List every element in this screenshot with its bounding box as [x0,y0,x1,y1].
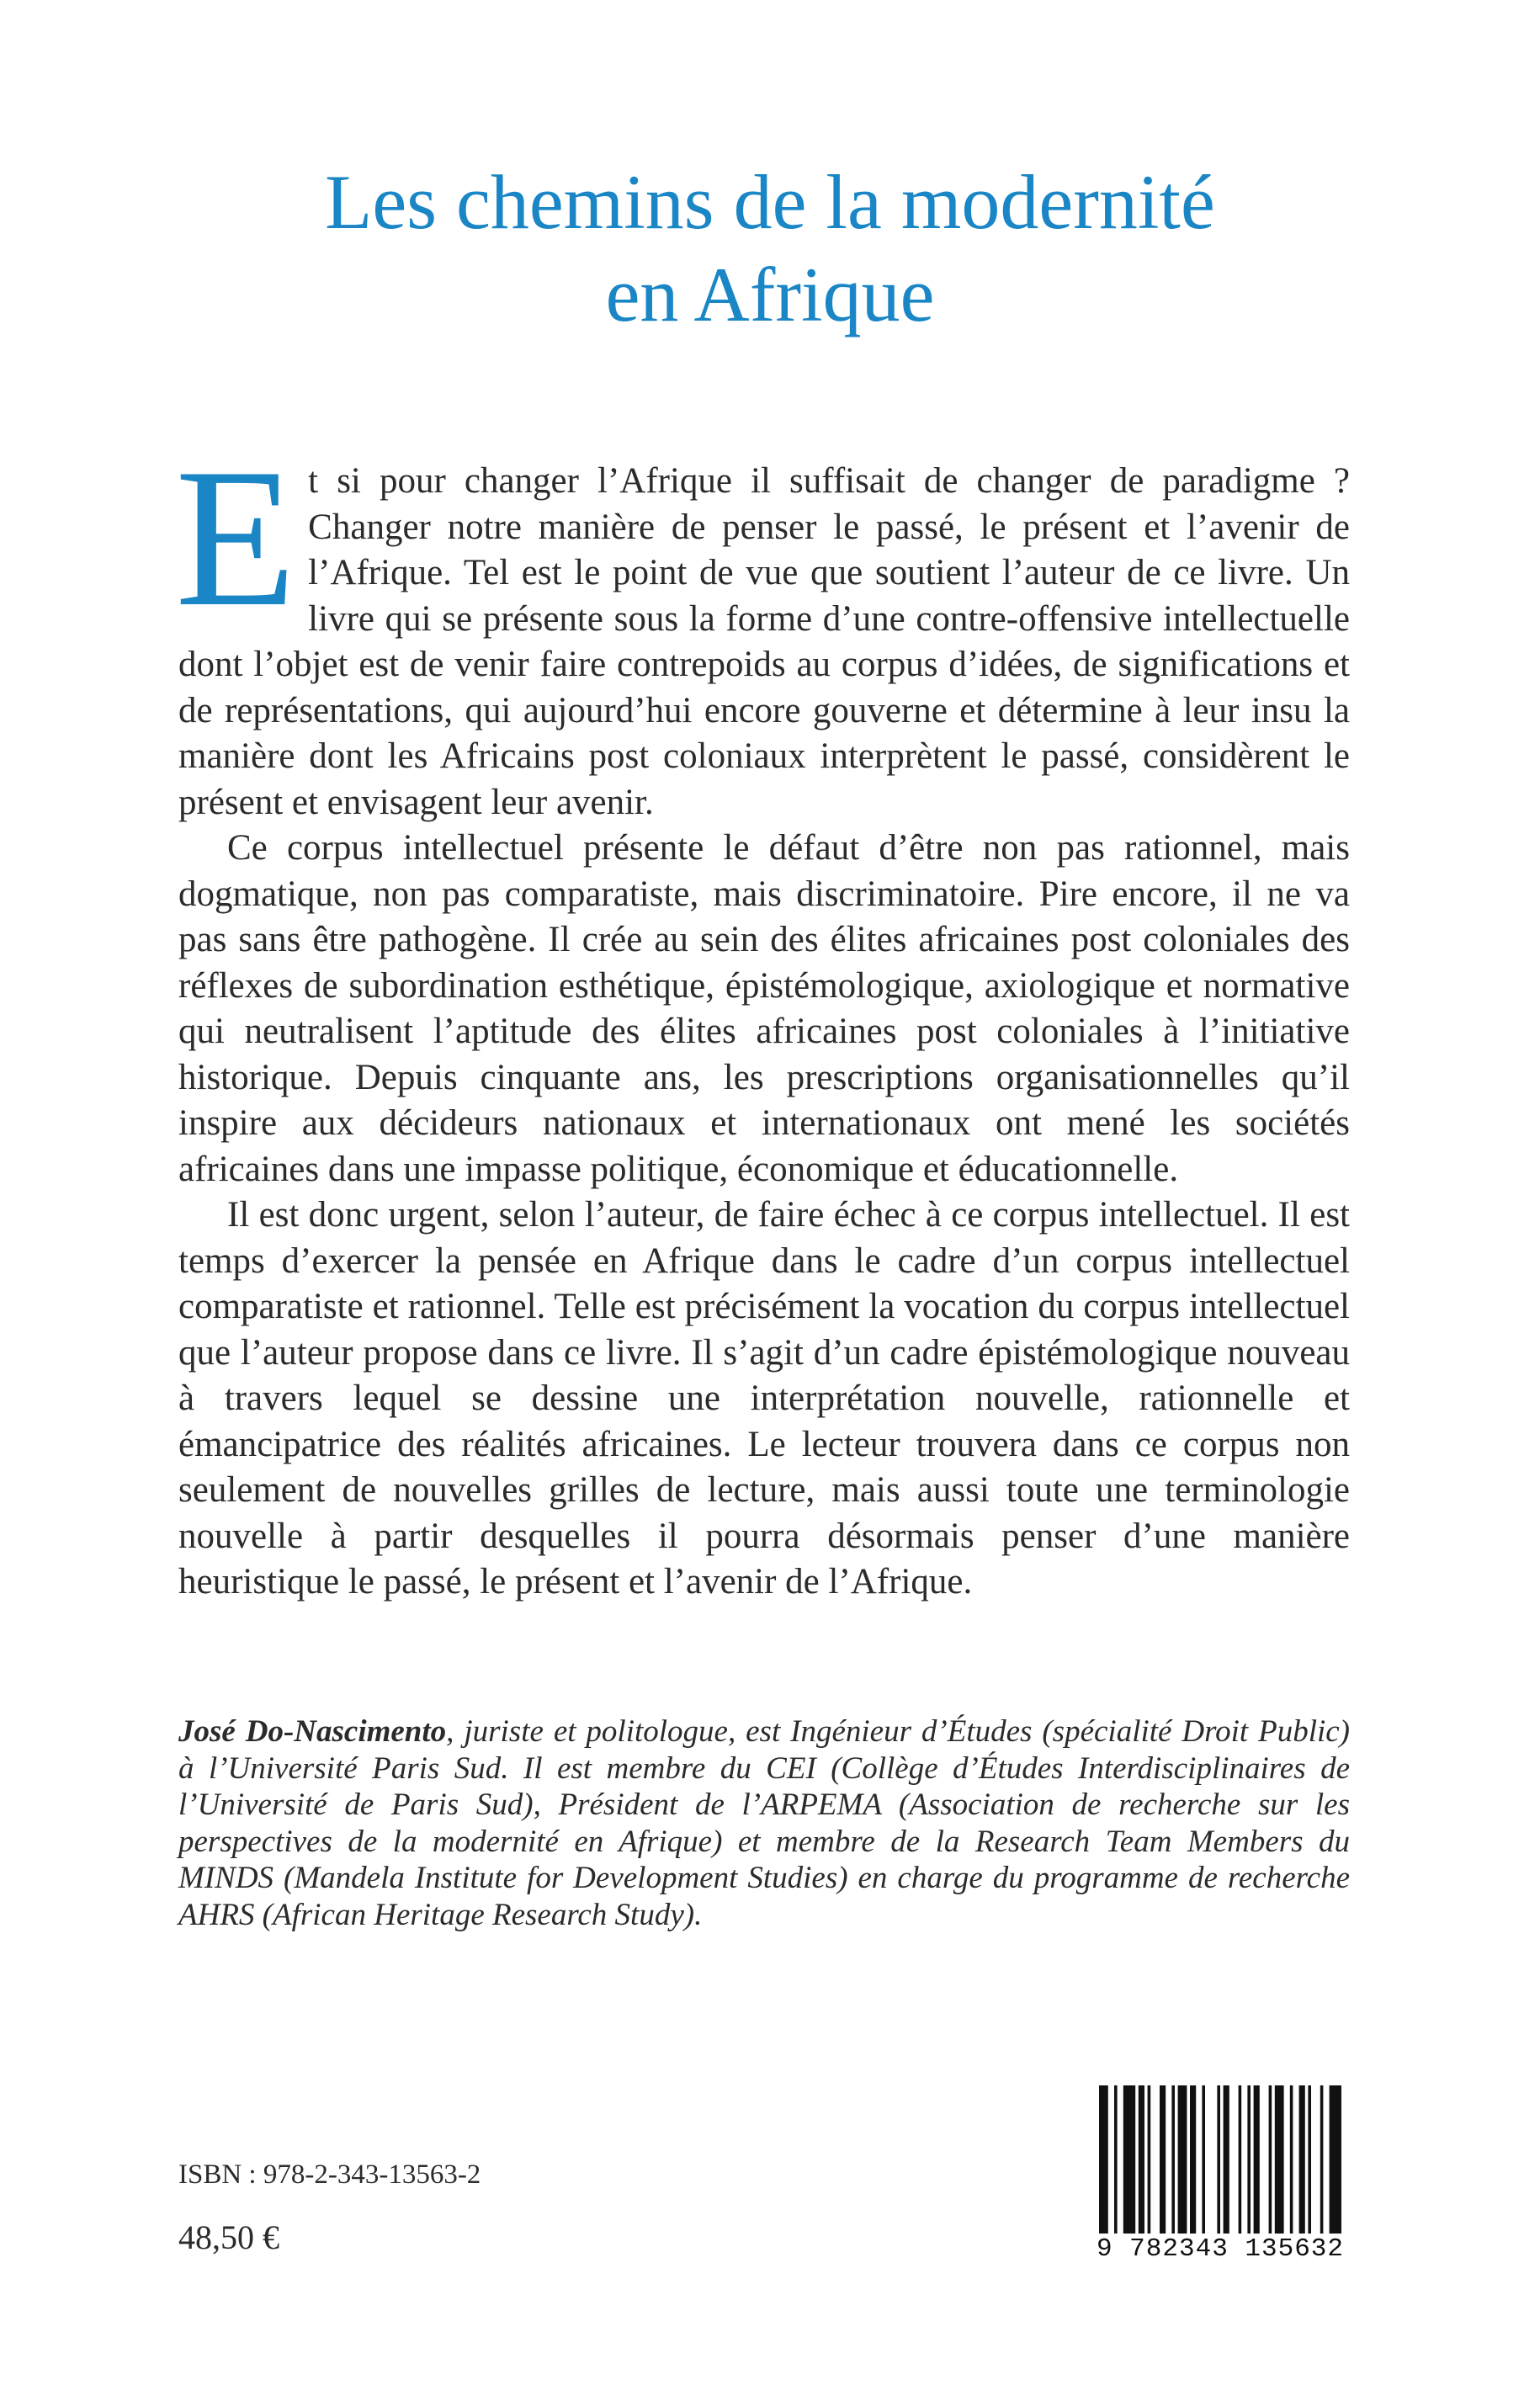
barcode-bar [1290,2085,1293,2234]
barcode-bar [1275,2085,1284,2234]
isbn-barcode [1091,2085,1350,2269]
barcode-bar [1217,2085,1220,2234]
author-bio [178,1713,1350,1933]
barcode-bar [1247,2085,1251,2234]
author-bio-text: , juriste et politologue, est Ingénieur d’Études (spécialité Droit Public) à l’Université Paris Sud. Il est membre du CEI (Collège d’Études Interdisciplinaires de l’Université de Paris Sud), Président de l’ARPEMA (Association de recherche sur les perspectives de la modernité en Afrique) et membre de la Research Team Members du MINDS (Mandela Institute for Development Studies) en charge du programme de recherche AHRS (African Heritage Research Study). [178,1714,1351,1932]
blurb-paragraph-1 [175,428,1350,826]
barcode-bar [1148,2085,1151,2234]
barcode-bar [1171,2085,1175,2234]
barcode-bar [1224,2085,1229,2234]
barcode-bar [1269,2085,1272,2234]
barcode-bar [1299,2085,1305,2254]
barcode-bar [1099,2085,1108,2254]
barcode-bar [1202,2085,1205,2234]
book-title-line-1: Les chemins de la modernité [325,159,1215,245]
price-label: 48,50 € [178,2218,279,2256]
barcode-bar [1160,2085,1166,2234]
barcode-bar [1330,2085,1341,2234]
author-name: José Do-Nascimento [178,1714,447,1749]
book-title-line-2: en Afrique [605,252,935,337]
barcode-bar [1239,2085,1242,2234]
blurb-paragraph-1-text: t si pour changer l’Afrique il suffisait de changer de paradigme ? Changer notre manière de penser le passé, le présent et l’avenir de l’Afrique. Tel est le point de vue que soutient l’auteur de ce livre. Un livre qui se présente sous la forme d’une contre-offensive intellectuelle dont l’objet est de venir faire contrepoids au corpus d’idées, de significations et de représentations, qui aujourd’hui encore gouverne et détermine à leur insu la manière dont les Africains post coloniaux interprètent le passé, considèrent le présent et envisagent leur avenir. [178,461,1350,822]
barcode-bar [1254,2085,1260,2234]
isbn-label: ISBN : 978-2-343-13563-2 [178,2159,481,2190]
drop-cap-letter: E [175,428,297,648]
blurb-paragraph-2: Ce corpus intellectuel présente le défaut d’être non pas rationnel, mais dogmatique, non pas comparatiste, mais discriminatoire. Pire encore, il ne va pas sans être pathogène. Il crée au sein des élites africaines post coloniales des réflexes de subordination esthétique, épistémologique, axiologique et normative qui neutralisent l’aptitude des élites africaines post coloniales à l’initiative historique. Depuis cinquante ans, les prescriptions organisationnelles qu’il inspire aux décideurs nationaux et internationaux ont mené les sociétés africaines dans une impasse politique, économique et éducationnelle. [178,828,1350,1189]
barcode-bar [1190,2085,1196,2234]
book-title [0,156,1540,341]
barcode-bar [1123,2085,1135,2234]
barcode-bar [1308,2085,1311,2234]
barcode-bar [1114,2085,1118,2254]
back-cover-blurb [175,428,1350,1606]
barcode-bar [1320,2085,1324,2234]
barcode-bar [1139,2085,1144,2234]
barcode-digits: 9 782343 135632 [1091,2234,1350,2265]
barcode-bar [1178,2085,1187,2234]
blurb-paragraph-3: Il est donc urgent, selon l’auteur, de faire échec à ce corpus intellectuel. Il est temps d’exercer la pensée en Afrique dans le cadre d’un corpus intellectuel comparatiste et rationnel. Telle est précisément la vocation du corpus intellectuel que l’auteur propose dans ce livre. Il s’agit d’un cadre épistémologique nouveau à travers lequel se dessine une interprétation nouvelle, rationnelle et émancipatrice des réalités africaines. Le lecteur trouvera dans ce corpus non seulement de nouvelles grilles de lecture, mais aussi toute une terminologie nouvelle à partir desquelles il pourra désormais penser d’une manière heuristique le passé, le présent et l’avenir de l’Afrique. [178,1195,1350,1602]
